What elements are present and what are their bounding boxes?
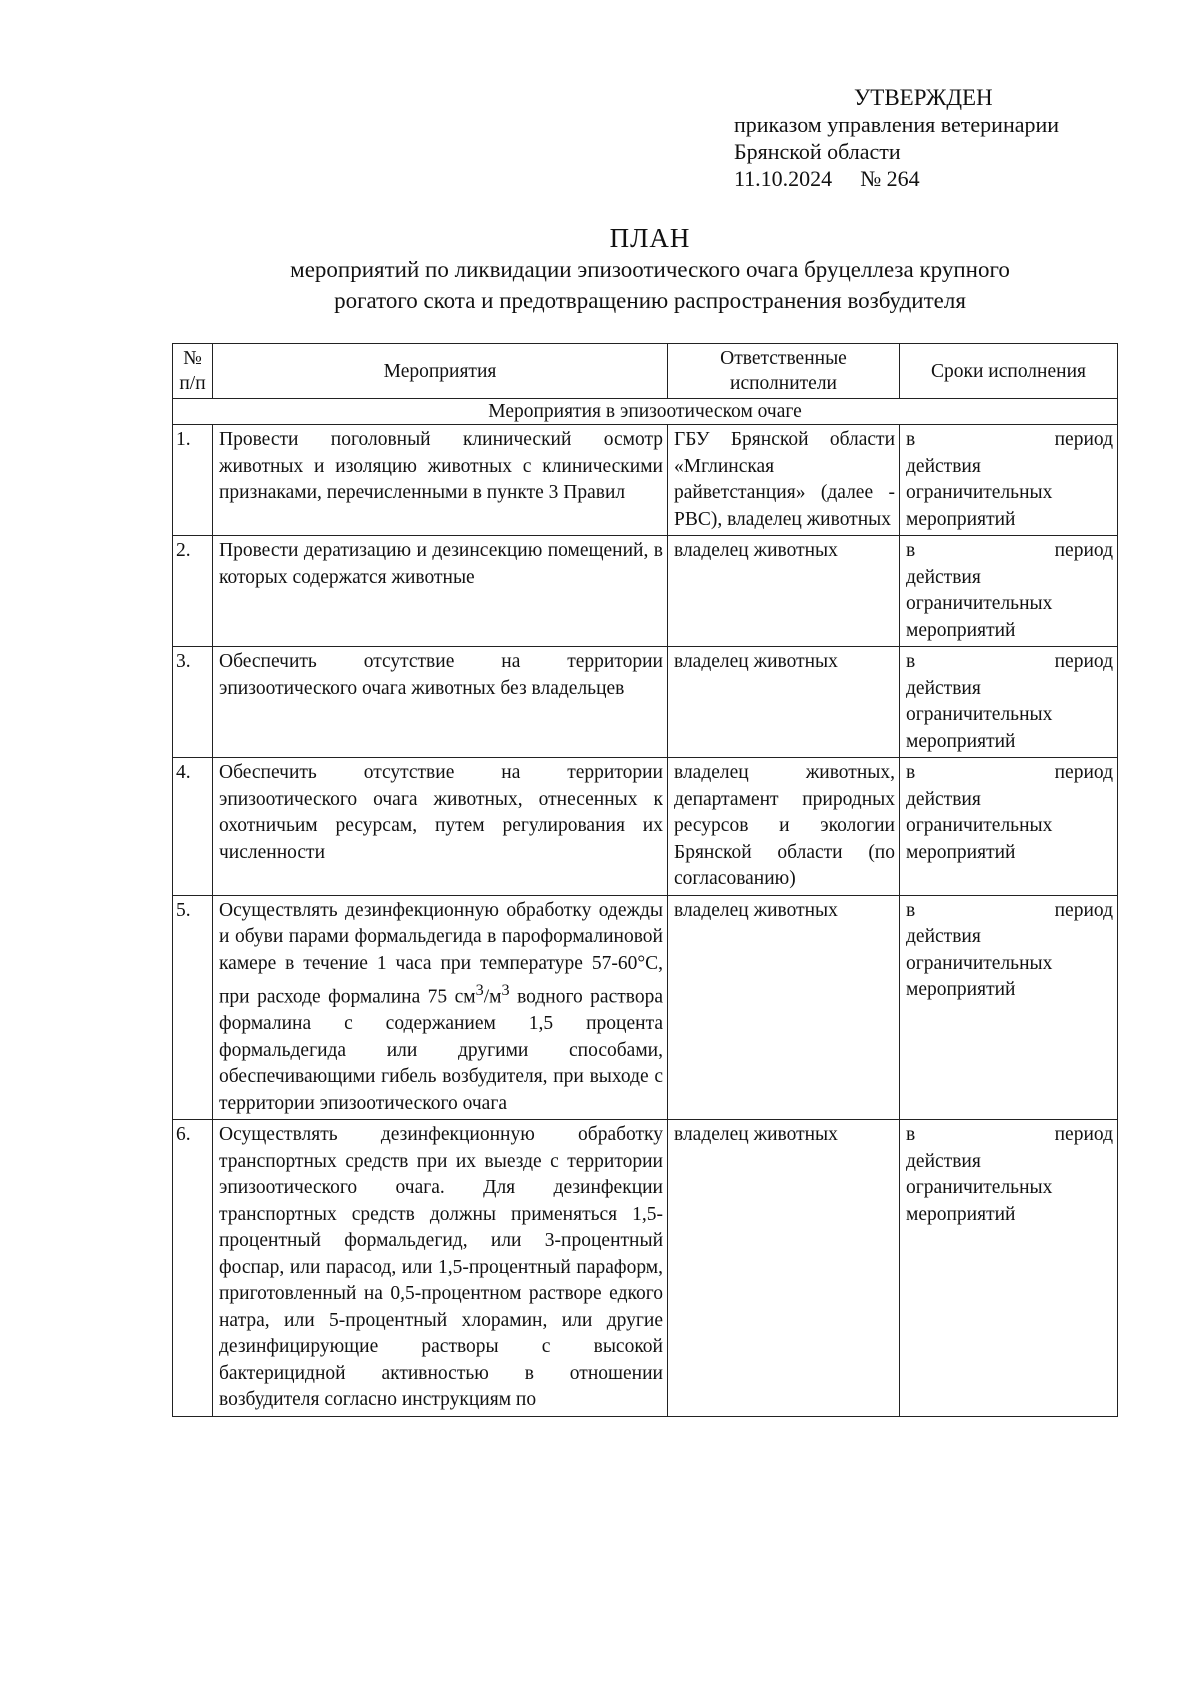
table-row	[173, 758, 1118, 896]
approval-number: № 264	[860, 166, 920, 191]
row-deadline: в период действия ограничительных мероприятий	[900, 895, 1118, 1120]
row-num: 1.	[173, 425, 213, 536]
row-deadline: в период действия ограничительных мероприятий	[900, 1120, 1118, 1417]
row-measure: Обеспечить отсутствие на территории эпизоотического очага животных без владельцев	[213, 647, 668, 758]
row-deadline: в период действия ограничительных мероприятий	[900, 647, 1118, 758]
row-num: 5.	[173, 895, 213, 1120]
approval-date: 11.10.2024	[734, 166, 833, 191]
row-num: 3.	[173, 647, 213, 758]
table-header-row	[173, 344, 1118, 399]
approval-line-1: приказом управления ветеринарии	[734, 112, 1060, 137]
row-num: 2.	[173, 536, 213, 647]
table-row	[173, 425, 1118, 536]
approval-date-line	[734, 165, 1059, 192]
section-row	[173, 399, 1118, 425]
row-num: 4.	[173, 758, 213, 896]
header-measure: Мероприятия	[213, 344, 668, 399]
row-measure: Провести дератизацию и дезинсекцию помещений, в которых содержатся животные	[213, 536, 668, 647]
table-row	[173, 1120, 1118, 1417]
row-deadline: в период действия ограничительных мероприятий	[900, 425, 1118, 536]
row-responsible: владелец животных	[668, 1120, 900, 1417]
table-row	[173, 536, 1118, 647]
row-responsible: владелец животных, департамент природных ресурсов и экологии Брянской области (по согласованию)	[668, 758, 900, 896]
header-deadline: Сроки исполнения	[900, 344, 1118, 399]
row-measure: Осуществлять дезинфекционную обработку транспортных средств при их выезде с территории эпизоотического очага. Для дезинфекции транспортных средств должны применяться 1,5-процентный формальдегид, или 3-процентный фоспар, или парасод, или 1,5-процентный параформ, приготовленный на 0,5-процентном растворе едкого натра, или 5-процентный хлорамин, или другие дезинфицирующие растворы с высокой бактерицидной активностью в отношении возбудителя согласно инструкциям по	[213, 1120, 668, 1417]
row-deadline: в период действия ограничительных мероприятий	[900, 758, 1118, 896]
header-num: № п/п	[173, 344, 213, 399]
row-measure: Обеспечить отсутствие на территории эпизоотического очага животных, отнесенных к охотничьим ресурсам, путем регулирования их численности	[213, 758, 668, 896]
document-title-block	[180, 222, 1120, 316]
document-subtitle-line-1: мероприятий по ликвидации эпизоотического очага бруцеллеза крупного	[290, 257, 1010, 282]
row-responsible: ГБУ Брянской области «Мглинская райветстанция» (далее - РВС), владелец животных	[668, 425, 900, 536]
row-num: 6.	[173, 1120, 213, 1417]
section-title: Мероприятия в эпизоотическом очаге	[173, 399, 1118, 425]
document-subtitle-line-2: рогатого скота и предотвращению распространения возбудителя	[334, 288, 966, 313]
approval-stamp	[734, 84, 1059, 192]
approval-line-2: Брянской области	[734, 139, 901, 164]
table-row	[173, 647, 1118, 758]
row-deadline: в период действия ограничительных мероприятий	[900, 536, 1118, 647]
row-responsible: владелец животных	[668, 647, 900, 758]
row-responsible: владелец животных	[668, 536, 900, 647]
row-responsible: владелец животных	[668, 895, 900, 1120]
row-measure: Осуществлять дезинфекционную обработку одежды и обуви парами формальдегида в пароформалиновой камере в течение 1 часа при температуре 57-60°С, при расходе формалина 75 $см^3/м^3$ водного раствора формалина с содержанием 1,5 процента формальдегида или другими способами, обеспечивающими гибель возбудителя, при выходе с территории эпизоотического очага	[213, 895, 668, 1120]
table-row	[173, 895, 1118, 1120]
measures-table	[172, 343, 1118, 1417]
header-responsible: Ответственные исполнители	[668, 344, 900, 399]
document-title: ПЛАН	[609, 223, 691, 253]
row-measure: Провести поголовный клинический осмотр животных и изоляцию животных с клиническими признаками, перечисленными в пункте 3 Правил	[213, 425, 668, 536]
approval-title: УТВЕРЖДЕН	[854, 85, 993, 110]
